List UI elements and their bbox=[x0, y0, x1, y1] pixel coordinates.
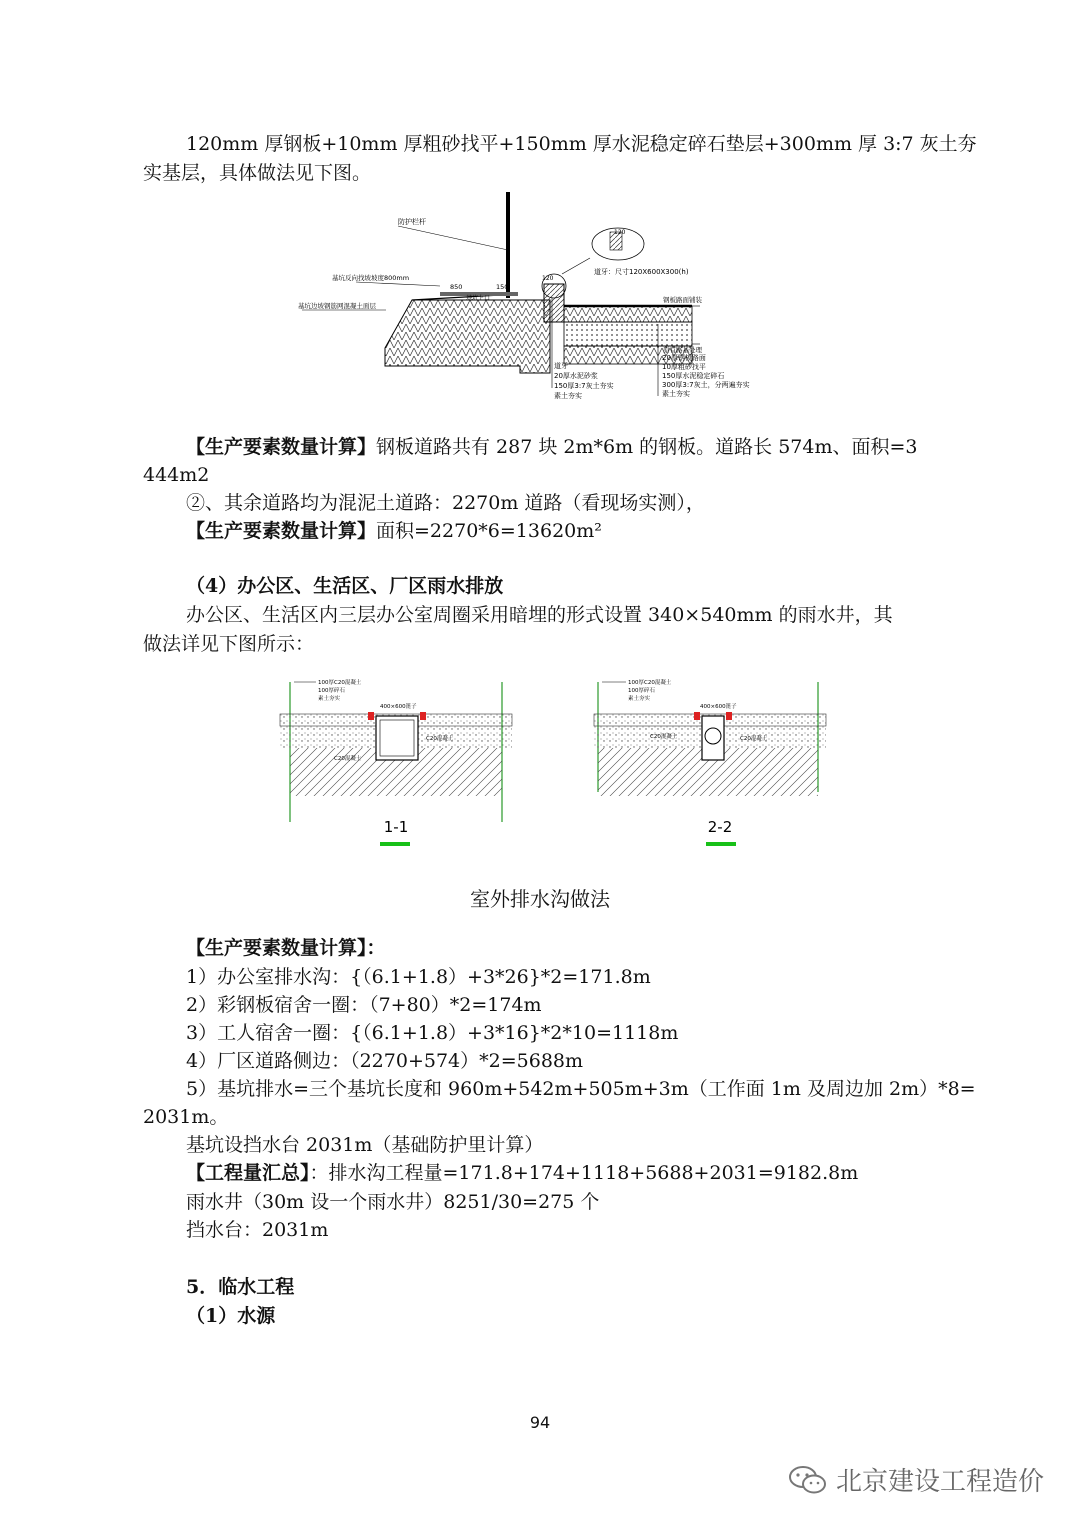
retaining-line: 基坑设挡水台 2031m（基础防护里计算） bbox=[186, 1134, 544, 1156]
calc-item-5-line-1: 5）基坑排水=三个基坑长度和 960m+542m+505m+3m（工作面 1m 及周边加 2m）*8= bbox=[186, 1078, 976, 1100]
drain2-layer-2: 100厚碎石 bbox=[628, 688, 655, 694]
drain2-concrete-left: C20混凝土 bbox=[650, 734, 678, 740]
calc1-text: 钢板道路共有 287 块 2m*6m 的钢板。道路长 574m、面积=3 bbox=[376, 436, 918, 458]
drain1-grate: 400×600篦子 bbox=[380, 704, 417, 710]
dim-150: 150 bbox=[496, 283, 509, 291]
layer-right-2: 10厚粗砂找平 bbox=[662, 363, 706, 371]
section-2-2-marker bbox=[706, 842, 736, 846]
grate-support-left bbox=[368, 712, 374, 720]
drain1-concrete-left: C20混凝土 bbox=[334, 756, 362, 762]
calc-item-4: 4）厂区道路侧边：（2270+574）*2=5688m bbox=[186, 1050, 584, 1072]
layer-right-3: 150厚水泥稳定碎石 bbox=[662, 372, 725, 380]
label-pit-edge: 基坑反向找坡坡度800mm bbox=[332, 274, 410, 282]
section-1-1-label: 1-1 bbox=[383, 818, 409, 836]
grate-support-right bbox=[420, 712, 426, 720]
drain1-layer-3: 素土夯实 bbox=[318, 696, 341, 702]
drain-line-1: 办公区、生活区内三层办公室周圈采用暗埋的形式设置 340×540mm 的雨水井，其 bbox=[186, 604, 893, 626]
calc1-line bbox=[186, 436, 917, 459]
dim-850: 850 bbox=[450, 283, 463, 291]
calc-item-1: 1）办公室排水沟：{（6.1+1.8）+3*26}*2=171.8m bbox=[186, 966, 651, 988]
steel-plate-layer bbox=[564, 306, 692, 322]
water-block-line: 挡水台：2031m bbox=[186, 1219, 329, 1241]
drain-section-figure-2 bbox=[590, 672, 830, 857]
drain-section-2-drawing bbox=[590, 672, 830, 857]
section5-sub: （1）水源 bbox=[186, 1305, 276, 1327]
summary-text: ：排水沟工程量=171.8+174+1118+5688+2031=9182.8m bbox=[309, 1162, 859, 1184]
calc-item-5-line-2: 2031m。 bbox=[143, 1106, 229, 1128]
drain2-layer-1: 100厚C20混凝土 bbox=[628, 680, 672, 686]
detail-dim-label: 120 bbox=[614, 229, 626, 236]
drain-section-figure-1 bbox=[276, 672, 516, 857]
drain2-grate: 400×600篦子 bbox=[700, 704, 737, 710]
summary-tag: 【工程量汇总】 bbox=[186, 1162, 310, 1184]
label-slope: 基坑边坡钢筋网混凝土面层 bbox=[298, 302, 376, 310]
label-steel: 钢板路面铺装 bbox=[663, 296, 702, 304]
watermark bbox=[788, 1461, 1044, 1498]
drain-pit-1 bbox=[376, 716, 418, 760]
intro-line-1: 120mm 厚钢板+10mm 厚粗砂找平+150mm 厚水泥稳定碎石垫层+300mm 厚 3:7 灰土夯 bbox=[186, 133, 977, 155]
wechat-icon bbox=[788, 1464, 828, 1496]
section5-heading: 5．临水工程 bbox=[186, 1276, 295, 1298]
layer-right-4: 300厚3:7灰土，分两遍夯实 bbox=[662, 381, 750, 389]
calc2-tag: 【生产要素数量计算】 bbox=[186, 520, 377, 542]
calc1-cont: 444m2 bbox=[143, 464, 210, 486]
calc2-line bbox=[186, 520, 602, 543]
curbstone bbox=[544, 284, 564, 322]
grate-support-right-2 bbox=[726, 712, 732, 720]
drain-section-1-drawing bbox=[276, 672, 516, 857]
label-fence: 防护栏杆 bbox=[398, 218, 426, 226]
calc1-tag: 【生产要素数量计算】 bbox=[186, 436, 377, 458]
drain1-layer-2: 100厚碎石 bbox=[318, 688, 345, 694]
calc-item-3: 3）工人宿舍一圈：{（6.1+1.8）+3*16}*2*10=1118m bbox=[186, 1022, 679, 1044]
section4-heading: （4）办公区、生活区、厂区雨水排放 bbox=[186, 575, 504, 597]
road-section-figure bbox=[290, 188, 750, 408]
layer-left-1: 道牙 bbox=[554, 362, 568, 370]
mud-road-line: ②、其余道路均为混泥土道路：2270m 道路（看现场实测）， bbox=[186, 492, 705, 514]
calc-item-2: 2）彩钢板宿舍一圈：（7+80）*2=174m bbox=[186, 994, 542, 1016]
drain2-layer-3: 素土夯实 bbox=[628, 696, 651, 702]
intro-line-2: 实基层，具体做法见下图。 bbox=[143, 162, 372, 184]
drain2-concrete-right: C20混凝土 bbox=[740, 736, 768, 742]
grate-support-left-2 bbox=[694, 712, 700, 720]
calc3-heading: 【生产要素数量计算】： bbox=[186, 937, 386, 959]
drain1-concrete-right: C20混凝土 bbox=[426, 736, 454, 742]
drain-line-2: 做法详见下图所示： bbox=[143, 633, 315, 655]
calc2-text: 面积=2270*6=13620m² bbox=[376, 520, 602, 542]
drain1-layer-1: 100厚C20混凝土 bbox=[318, 680, 362, 686]
road-section-drawing bbox=[290, 188, 750, 408]
section-2-2-label: 2-2 bbox=[707, 818, 733, 836]
page-number: 94 bbox=[529, 1413, 551, 1432]
layer-left-3: 150厚3:7灰土夯实 bbox=[554, 382, 614, 390]
figure-caption: 室外排水沟做法 bbox=[470, 887, 610, 911]
section-1-1-marker bbox=[380, 842, 410, 846]
label-curb-top: 基坑上口 bbox=[466, 295, 491, 302]
rain-well-line: 雨水井（30m 设一个雨水井）8251/30=275 个 bbox=[186, 1191, 600, 1213]
label-curbstone: 道牙：尺寸120X600X300(h) bbox=[594, 268, 689, 276]
gravel-layer bbox=[564, 322, 692, 346]
dim-120: 120 bbox=[542, 275, 554, 282]
label-subgrade: 原有路基处理 bbox=[663, 346, 702, 354]
watermark-text: 北京建设工程造价 bbox=[835, 1467, 1044, 1497]
layer-left-2: 20厚水泥砂浆 bbox=[554, 372, 598, 380]
layer-right-5: 素土夯实 bbox=[662, 390, 690, 398]
pit-slope-fill bbox=[385, 300, 550, 373]
layer-right-1: 20厚钢板路面 bbox=[662, 354, 706, 362]
summary-line bbox=[186, 1162, 858, 1185]
layer-left-4: 素土夯实 bbox=[554, 392, 582, 400]
